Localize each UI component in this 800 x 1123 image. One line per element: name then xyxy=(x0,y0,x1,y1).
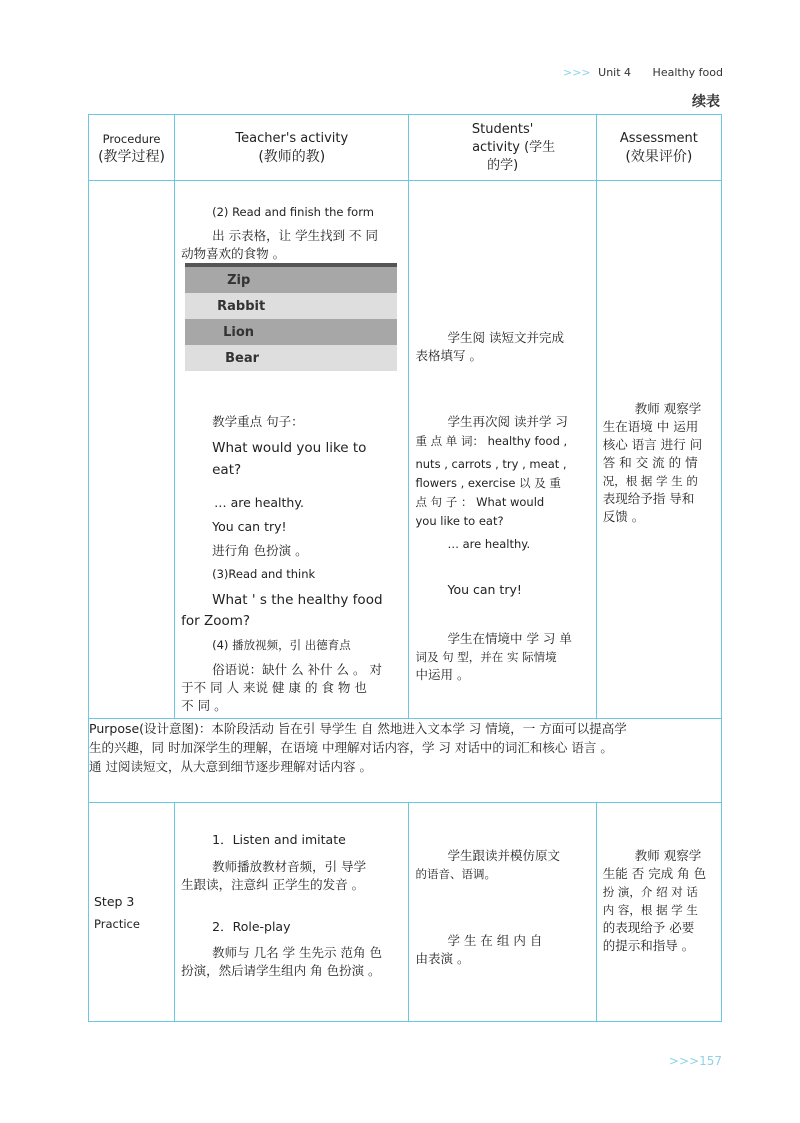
animal-row: Bear xyxy=(185,345,397,371)
purpose-cell: Purpose(设计意图)：本阶段活动 旨在引 导学生 自 然地进入文本学 习 情境，一 方面可以提高学 生的兴趣，同 时加深学生的理解，在语境 中理解对话内容，学 习 对话中的词汇和核心 语言 。 通 过阅读短文，从大意到细节逐步理解对话内容 。 xyxy=(89,719,722,803)
students-activity-cell: 学生阅 读短文并完成 表格填写 。 学生再次阅 读并学 习 重 点 单 词： healthy food , nuts , carrots , try , meat , flowers , exercise 以 及 重 点 句 子 ： What would you like to eat? … are healthy. You can try! 学生在情境中 学 习 单 词及 句 型，并在 实 际情境 中运用 。 xyxy=(409,181,596,719)
header-unit: Unit 4 xyxy=(598,66,632,79)
animal-row: Rabbit xyxy=(185,293,397,319)
animal-row: Zip xyxy=(185,267,397,293)
table-header-row xyxy=(89,115,722,181)
step3-assessment-cell: 教师 观察学 生能 否 完成 角 色 扮 演，介 绍 对 话 内 容，根 据 学 生 的表现给予 必要 的提示和指导 。 xyxy=(596,803,721,1022)
step3-teacher-cell: 1．Listen and imitate 教师播放教材音频，引 导学 生跟读，注意纠 正学生的发音 。 2．Role-play 教师与 几名 学 生先示 范角 色 扮演，然后请学生组内 角 色扮演 。 xyxy=(175,803,409,1022)
col-assessment: Assessment (效果评价) xyxy=(596,115,721,181)
header-arrows: >>> xyxy=(563,66,591,79)
teacher-activity-cell: (2) Read and finish the form 出 示表格，让 学生找到 不 同 动物喜欢的食物 。 Zip Rabbit Lion Bear 教学重点 句子： What would you like to eat? … are healthy. You can try! 进行角 色扮演 。 (3)Read and think What ' s the healthy food for Zoom? (4) 播放视频，引 出德育点 俗语说：缺什 么 补什 么 。 对 于不 同 人 来说 健 康 的 食 物 也 不 同 。 xyxy=(175,181,409,719)
col-procedure: Procedure (教学过程) xyxy=(89,115,175,181)
procedure-cell xyxy=(89,181,175,719)
header-title: Healthy food xyxy=(652,66,723,79)
page-number: >>>157 xyxy=(668,1054,722,1068)
running-header xyxy=(563,66,723,79)
table-row xyxy=(89,181,722,719)
table-row xyxy=(89,803,722,1022)
animal-food-form xyxy=(185,263,397,371)
assessment-cell: 教师 观察学 生在语境 中 运用 核心 语言 进行 问 答 和 交 流 的 情 况，根 据 学 生 的 表现给予指 导和 反馈 。 xyxy=(596,181,721,719)
continued-label: 续表 xyxy=(692,94,720,110)
col-teacher: Teacher's activity (教师的教) xyxy=(175,115,409,181)
step3-students-cell: 学生跟读并模仿原文 的语音、语调。 学 生 在 组 内 自 由表演 。 xyxy=(409,803,596,1022)
purpose-row xyxy=(89,719,722,803)
col-students: Students' activity (学生 的学) xyxy=(409,115,596,181)
step3-procedure-cell: Step 3 Practice xyxy=(89,803,175,1022)
animal-row: Lion xyxy=(185,319,397,345)
lesson-plan-table xyxy=(88,114,722,1022)
